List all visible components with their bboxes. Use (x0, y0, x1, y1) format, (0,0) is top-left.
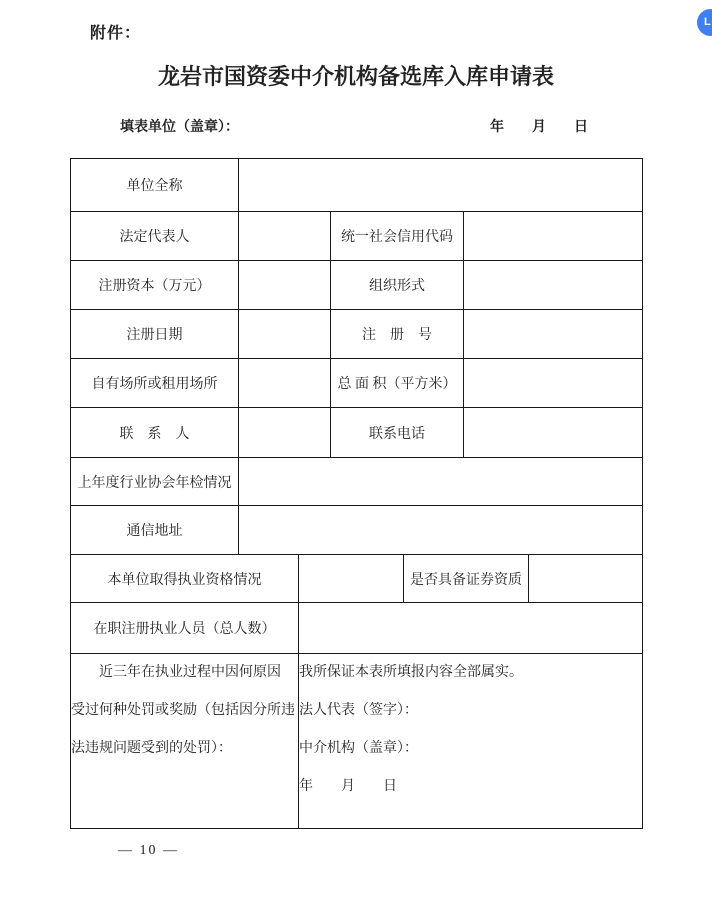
table-row (71, 555, 643, 603)
value-unified-social-credit-code (464, 212, 643, 261)
penalties-and-rewards-cell (71, 654, 299, 829)
value-registered-capital (239, 261, 331, 310)
table-row (71, 408, 643, 458)
agency-seal-label: 中介机构（盖章）： (299, 741, 418, 756)
table-row (71, 212, 643, 261)
page-number: — 10 — (118, 843, 179, 858)
label-organization-form: 组织形式 (331, 261, 464, 310)
penalty-text-line: 近三年在执业过程中因何原因 (99, 665, 281, 680)
value-mailing-address (239, 506, 643, 555)
header-date-line: 年 月 日 (490, 120, 588, 135)
label-association-annual-inspection: 上年度行业协会年检情况 (71, 458, 239, 506)
value-total-area (464, 359, 643, 408)
label-practice-qualification: 本单位取得执业资格情况 (71, 555, 299, 603)
table-row (71, 458, 643, 506)
table-row (71, 159, 643, 212)
label-mailing-address: 通信地址 (71, 506, 239, 555)
table-row (71, 310, 643, 359)
declaration-cell (299, 654, 643, 829)
table-row (71, 603, 643, 654)
value-practice-qualification (299, 555, 404, 603)
signature-date-line: 年 月 日 (299, 779, 397, 794)
value-company-name (239, 159, 643, 212)
attachment-label: 附件： (90, 25, 142, 42)
label-unified-social-credit-code: 统一社会信用代码 (331, 212, 464, 261)
penalty-text-line: 法违规问题受到的处罚）： (71, 741, 232, 756)
label-contact-person: 联 系 人 (71, 408, 239, 458)
label-premises-owned-or-rented: 自有场所或租用场所 (71, 359, 239, 408)
value-premises-owned-or-rented (239, 359, 331, 408)
value-contact-phone (464, 408, 643, 458)
penalty-text-line: 受过何种处罚或奖励（包括因分所违 (71, 703, 295, 718)
label-contact-phone: 联系电话 (331, 408, 464, 458)
form-header-row (70, 116, 642, 138)
table-row (71, 506, 643, 555)
label-registered-capital: 注册资本（万元） (71, 261, 239, 310)
value-contact-person (239, 408, 331, 458)
label-securities-qualification: 是否具备证券资质 (404, 555, 529, 603)
value-organization-form (464, 261, 643, 310)
legal-representative-signature-label: 法人代表（签字）： (299, 703, 418, 718)
floating-overlay-button[interactable]: L (697, 9, 712, 36)
table-row (71, 654, 643, 829)
declaration-statement: 我所保证本表所填报内容全部属实。 (299, 665, 523, 680)
value-securities-qualification (529, 555, 643, 603)
label-legal-representative: 法定代表人 (71, 212, 239, 261)
value-legal-representative (239, 212, 331, 261)
label-registered-practitioners-count: 在职注册执业人员（总人数） (71, 603, 299, 654)
page-title: 龙岩市国资委中介机构备选库入库申请表 (157, 64, 554, 89)
value-registration-date (239, 310, 331, 359)
label-total-area: 总 面 积（平方米） (331, 359, 464, 408)
value-registration-number (464, 310, 643, 359)
value-registered-practitioners-count (299, 603, 643, 654)
label-company-name: 单位全称 (71, 159, 239, 212)
application-form-table (70, 158, 643, 829)
value-association-annual-inspection (239, 458, 643, 506)
fill-unit-label: 填表单位（盖章）： (120, 120, 239, 135)
table-row (71, 261, 643, 310)
label-registration-date: 注册日期 (71, 310, 239, 359)
label-registration-number: 注 册 号 (331, 310, 464, 359)
table-row (71, 359, 643, 408)
